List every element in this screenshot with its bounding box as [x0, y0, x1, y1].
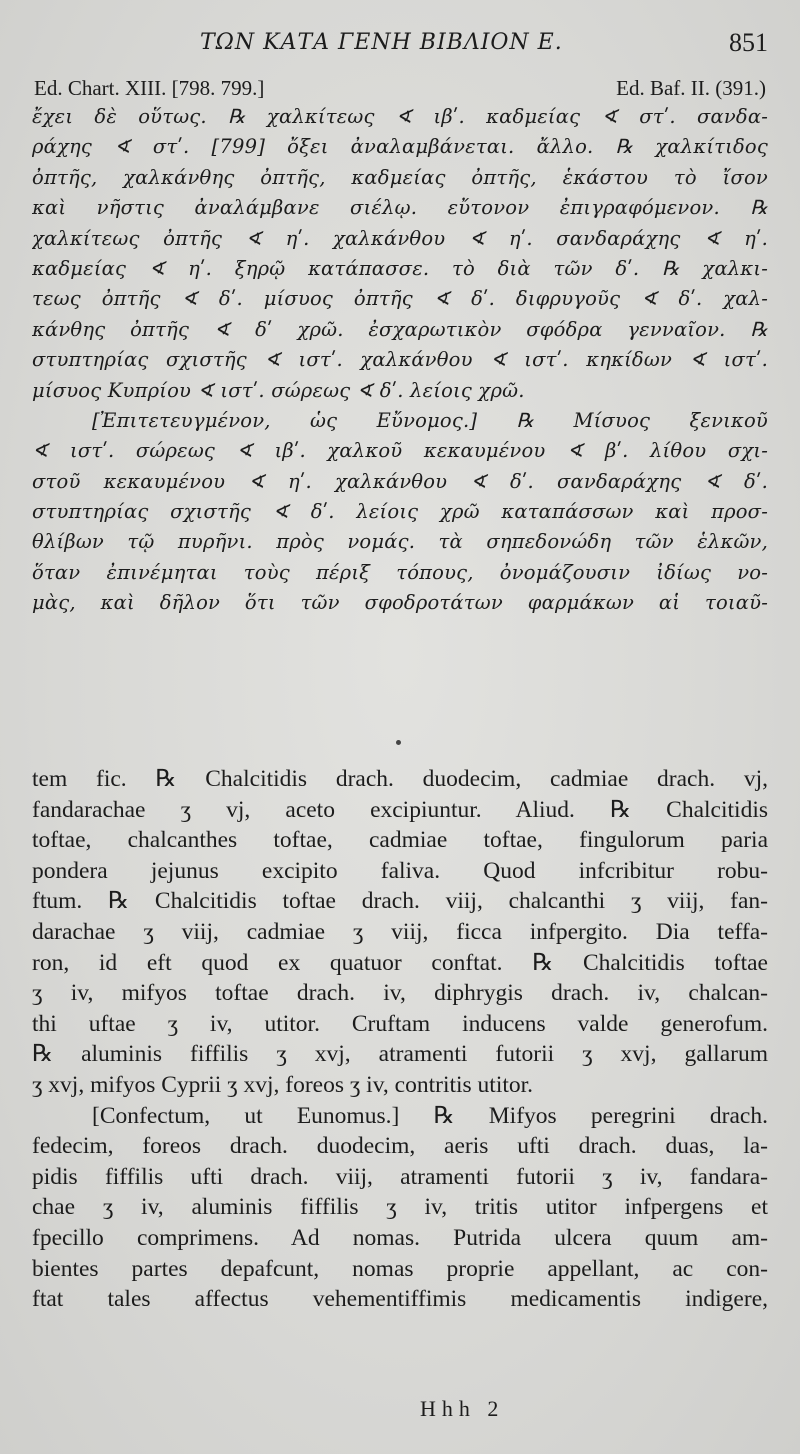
latin-line: fedecim, foreos drach. duodecim, aeris ufti drach. duas, la- — [32, 1133, 768, 1160]
greek-line: στυπτηρίας σχιστῆς ∢ ιστʹ. χαλκάνθου ∢ ιστʹ. κηκίδων ∢ ιστʹ. — [32, 348, 768, 372]
page-number: 851 — [729, 28, 768, 57]
latin-line: [Confectum, ut Eunomus.] ℞ Mifyos peregrini drach. — [92, 1102, 768, 1129]
separator-dot — [396, 740, 401, 745]
greek-line: [Ἐπιτετευγμένον, ὡς Εὔνομος.] ℞ Μίσυος ξενικοῦ — [92, 408, 768, 432]
edition-reference-line — [34, 76, 766, 101]
latin-text-block — [32, 764, 768, 1315]
greek-line: καδμείας ∢ ηʹ. ξηρῷ κατάπασσε. τὸ διὰ τῶν δʹ. ℞ χαλκι- — [32, 256, 768, 280]
latin-line: darachae ʒ viij, cadmiae ʒ viij, ficca infpergito. Dia teffa- — [32, 918, 768, 945]
greek-line: καὶ νῆστις ἀναλάμβανε σιέλῳ. εὔτονον ἐπιγραφόμενον. ℞ — [32, 196, 768, 220]
greek-line: στυπτηρίας σχιστῆς ∢ δʹ. λείοις χρῶ καταπάσσων καὶ προσ- — [32, 500, 768, 524]
latin-line: ftum. ℞ Chalcitidis toftae drach. viij, chalcanthi ʒ viij, fan- — [32, 888, 768, 915]
greek-line: θλίβων τῷ πυρῆνι. πρὸς νομάς. τὰ σηπεδονώδη τῶν ἑλκῶν, — [32, 530, 768, 554]
latin-line: ʒ iv, mifyos toftae drach. iv, diphrygis drach. iv, chalcan- — [32, 980, 768, 1007]
greek-line: ὀπτῆς, χαλκάνθης ὀπτῆς, καδμείας ὀπτῆς, ἑκάστου τὸ ἴσον — [32, 165, 768, 189]
latin-line: pidis fiffilis ufti drach. viij, atramenti futorii ʒ iv, fandara- — [32, 1163, 768, 1190]
greek-line: χαλκίτεως ὀπτῆς ∢ ηʹ. χαλκάνθου ∢ ηʹ. σανδαράχης ∢ ηʹ. — [32, 226, 768, 250]
latin-line: fandarachae ʒ vj, aceto excipiuntur. Aliud. ℞ Chalcitidis — [32, 796, 768, 823]
latin-line: ʒ xvj, mifyos Cyprii ʒ xvj, foreos ʒ iv, contritis utitor. — [32, 1071, 534, 1098]
running-title: ΤΩΝ ΚΑΤΑ ΓΕΝΗ ΒΙΒΛΙΟΝ Ε. — [200, 30, 563, 55]
greek-line: τεως ὀπτῆς ∢ δʹ. μίσυος ὀπτῆς ∢ δʹ. διφρυγοῦς ∢ δʹ. χαλ- — [32, 287, 768, 311]
latin-line: toftae, chalcanthes toftae, cadmiae toftae, fingulorum paria — [32, 827, 768, 854]
latin-line: ftat tales affectus vehementiffimis medicamentis indigere, — [32, 1286, 768, 1313]
greek-line: ∢ ιστʹ. σώρεως ∢ ιβʹ. χαλκοῦ κεκαυμένου ∢ βʹ. λίθου σχι- — [32, 439, 768, 463]
latin-line: pondera jejunus excipito faliva. Quod infcribitur robu- — [32, 857, 768, 884]
running-head — [0, 28, 800, 64]
greek-line: κάνθης ὀπτῆς ∢ δʹ χρῶ. ἐσχαρωτικὸν σφόδρα γενναῖον. ℞ — [32, 317, 768, 341]
greek-line: ἔχει δὲ οὕτως. ℞ χαλκίτεως ∢ ιβʹ. καδμείας ∢ στʹ. σανδα- — [32, 105, 768, 128]
latin-line: thi uftae ʒ iv, utitor. Cruftam inducens valde generofum. — [32, 1010, 768, 1037]
latin-line: tem fic. ℞ Chalcitidis drach. duodecim, cadmiae drach. vj, — [32, 766, 768, 792]
latin-line: chae ʒ iv, aluminis fiffilis ʒ iv, tritis utitor infpergens et — [32, 1194, 768, 1221]
greek-line: στοῦ κεκαυμένου ∢ ηʹ. χαλκάνθου ∢ δʹ. σανδαράχης ∢ δʹ. — [32, 469, 768, 493]
greek-line: μίσυος Κυπρίου ∢ ιστʹ. σώρεως ∢ δʹ. λείοις χρῶ. — [32, 378, 525, 402]
edition-reference-basel: Ed. Baf. II. (391.) — [616, 76, 766, 100]
signature-mark: Hhh 2 — [420, 1396, 505, 1421]
latin-line: ℞ aluminis fiffilis ʒ xvj, atramenti futorii ʒ xvj, gallarum — [32, 1041, 768, 1068]
greek-line: μὰς, καὶ δῆλον ὅτι τῶν σφοδροτάτων φαρμάκων αἱ τοιαῦ- — [32, 591, 768, 615]
greek-line: ράχης ∢ στʹ. [799] ὄξει ἀναλαμβάνεται. ἄλλο. ℞ χαλκίτιδος — [32, 135, 768, 159]
latin-line: fpecillo comprimens. Ad nomas. Putrida ulcera quum am- — [32, 1224, 768, 1251]
edition-reference-chartier: Ed. Chart. XIII. [798. 799.] — [34, 76, 265, 100]
latin-line: bientes partes depafcunt, nomas proprie appellant, ac con- — [32, 1255, 768, 1282]
greek-text-block — [32, 102, 768, 619]
greek-line: ὅταν ἐπινέμηται τοὺς πέριξ τόπους, ὀνομάζουσιν ἰδίως νο- — [32, 560, 768, 584]
latin-line: ron, id eft quod ex quatuor conftat. ℞ Chalcitidis toftae — [32, 949, 768, 976]
